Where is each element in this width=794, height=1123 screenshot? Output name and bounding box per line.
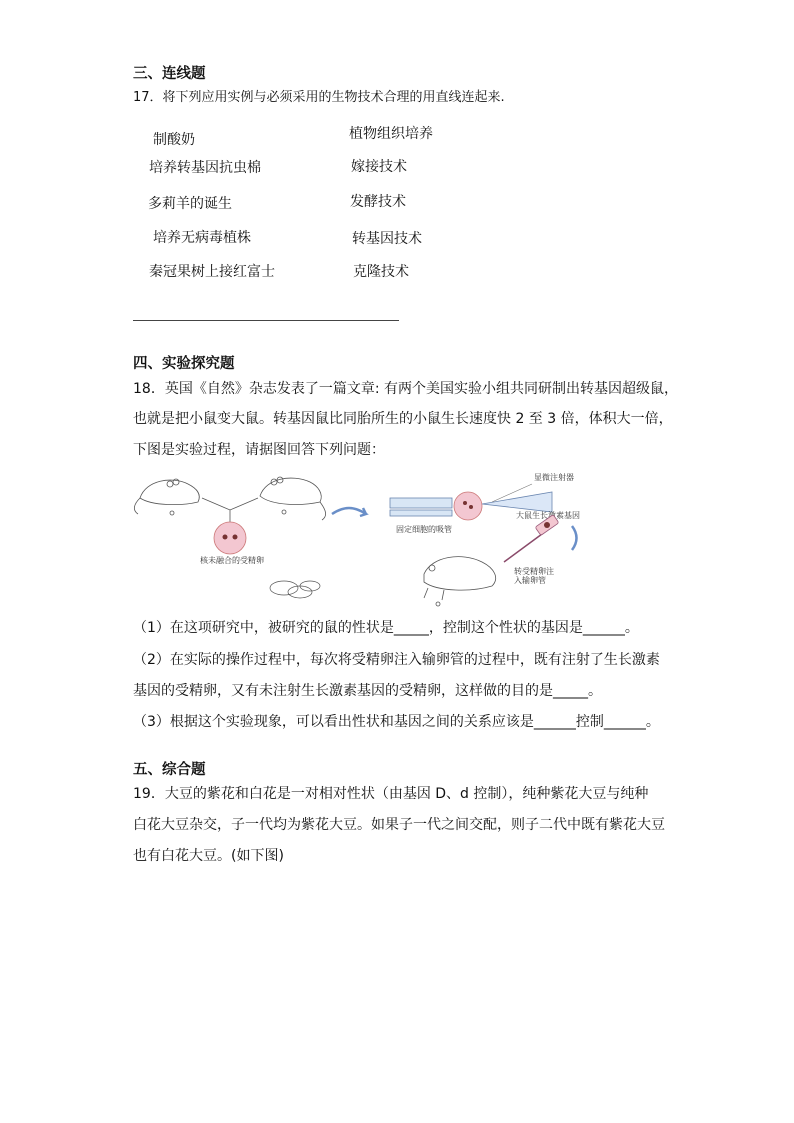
experiment-figure — [132, 470, 627, 610]
q18-sub2-line-1: （2）在实际的操作过程中，每次将受精卵注入输卵管的过程中，既有注射了生长激素 — [133, 652, 660, 668]
section3-heading: 三、连线题 — [133, 66, 206, 82]
right-item-3: 发酵技术 — [350, 194, 406, 210]
left-item-2: 培养转基因抗虫棉 — [149, 160, 261, 176]
right-item-1: 植物组织培养 — [349, 126, 433, 142]
fertilized-egg-icon — [214, 522, 246, 554]
section5-heading: 五、综合题 — [133, 762, 206, 778]
q18-line-2: 也就是把小鼠变大鼠。转基因鼠比同胎所生的小鼠生长速度快 2 至 3 倍，体积大一倍， — [133, 411, 673, 427]
q18-sub3: （3）根据这个实验现象，可以看出性状和基因之间的关系应该是______控制______。 — [133, 714, 660, 730]
q19-line-3: 也有白花大豆。(如下图) — [133, 848, 284, 864]
q18-sub1: （1）在这项研究中，被研究的鼠的性状是_____，控制这个性状的基因是______。 — [133, 620, 639, 636]
separator-line — [133, 320, 399, 321]
q19-line-1: 19．大豆的紫花和白花是一对相对性状（由基因 D、d 控制），纯种紫花大豆与纯种 — [133, 786, 649, 802]
right-item-2: 嫁接技术 — [351, 159, 407, 175]
left-item-1: 制酸奶 — [153, 132, 195, 148]
arrow-1-icon — [332, 508, 366, 516]
baby-mice-icon — [270, 581, 320, 598]
label-egg: 核未融合的受精卵 — [200, 556, 264, 565]
mouse-right-icon — [260, 477, 326, 520]
syringe-icon — [504, 515, 559, 562]
q19-line-2: 白花大豆杂交，子一代均为紫花大豆。如果子一代之间交配，则子二代中既有紫花大豆 — [133, 817, 665, 833]
q18-line-3: 下图是实验过程，请据图回答下列问题： — [133, 442, 385, 458]
left-item-5: 秦冠果树上接红富士 — [149, 264, 275, 280]
q18-sub2-line-2: 基因的受精卵，又有未注射生长激素基因的受精卵，这样做的目的是_____。 — [133, 683, 602, 699]
label-inject-2: 入输卵管 — [514, 576, 546, 585]
label-gene: 大鼠生长激素基因 — [516, 511, 580, 520]
mouse-left-icon — [134, 479, 199, 515]
mother-mouse-icon — [424, 557, 496, 606]
right-item-4: 转基因技术 — [352, 231, 422, 247]
q17-text: 17．将下列应用实例与必须采用的生物技术合理的用直线连起来. — [133, 90, 505, 105]
left-item-3: 多莉羊的诞生 — [148, 196, 232, 212]
label-inject: 转受精卵注 — [514, 567, 554, 576]
left-item-4: 培养无病毒植株 — [153, 230, 251, 246]
label-injector: 显微注射器 — [534, 473, 574, 482]
q18-line-1: 18．英国《自然》杂志发表了一篇文章: 有两个美国实验小组共同研制出转基因超级鼠， — [133, 381, 678, 397]
label-pipette: 固定细胞的吸管 — [396, 525, 452, 534]
right-item-5: 克隆技术 — [353, 264, 409, 280]
arrow-2-icon — [572, 526, 577, 550]
section4-heading: 四、实验探究题 — [133, 356, 235, 372]
